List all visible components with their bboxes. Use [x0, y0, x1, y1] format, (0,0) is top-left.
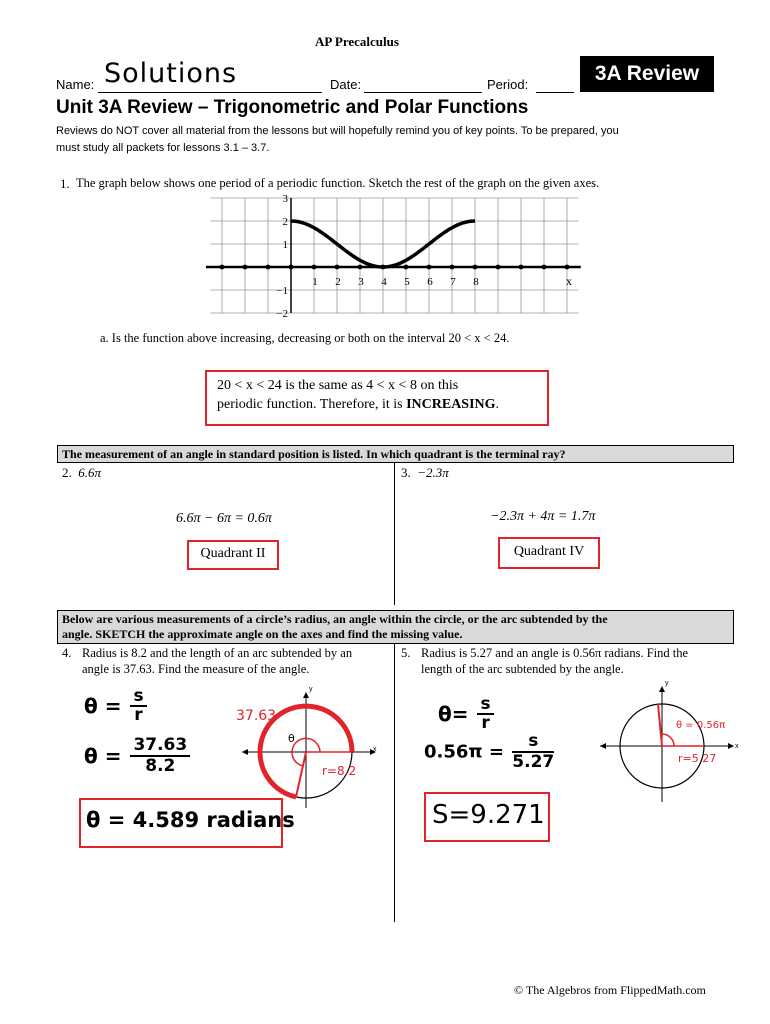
q5-substitution: [424, 732, 554, 772]
date-underline: [364, 92, 482, 93]
x-axis-dot: [473, 265, 478, 270]
x-tick-label: 5: [404, 276, 410, 288]
q5-angle-arc: [661, 734, 674, 746]
q4-formula: [84, 688, 147, 724]
q2-answer: Quadrant II: [200, 546, 266, 561]
q2-value: 6.6π: [78, 465, 102, 480]
q5-circle-sketch: [598, 676, 748, 806]
q5-text-line-2: length of the arc subtended by the angle.: [421, 662, 624, 676]
y-tick-label: −1: [276, 285, 288, 297]
y-tick-label: 2: [282, 216, 288, 228]
x-axis-dot: [542, 265, 547, 270]
x-axis-dot: [450, 265, 455, 270]
page-title: Unit 3A Review – Trigonometric and Polar Functions: [56, 97, 529, 118]
q5-x-arrow: [728, 743, 734, 749]
section3-header: [57, 610, 734, 644]
section3-divider: [394, 644, 395, 922]
q4-sub-lhs: θ =: [84, 744, 122, 768]
q4-text-line-1: Radius is 8.2 and the length of an arc subtended by an: [82, 646, 353, 660]
q1-answer-emphasis: INCREASING: [406, 397, 496, 412]
q3-number: 3.: [401, 465, 411, 480]
x-axis-dot: [565, 265, 570, 270]
q1-part-a: a. Is the function above increasing, decreasing or both on the interval 20 < x < 24.: [100, 331, 510, 345]
q5-x-axis-label: x: [735, 743, 739, 750]
q5-formula-num: s: [477, 696, 493, 715]
x-tick-label: 4: [381, 276, 387, 288]
graph-tick-labels: [276, 193, 479, 320]
x-tick-label: 2: [335, 276, 341, 288]
footer-credit: © The Algebros from FlippedMath.com: [514, 983, 706, 997]
period-underline: [536, 92, 574, 93]
q4-x-axis-label: x: [373, 746, 377, 753]
q5-formula-lhs: θ=: [438, 702, 469, 726]
q4-r-label: r=8.2: [322, 764, 357, 778]
date-label: Date:: [330, 77, 362, 92]
y-tick-label: −2: [276, 308, 288, 320]
q1-answer-period: .: [495, 397, 500, 412]
x-axis-dot: [266, 265, 271, 270]
intro-line-1: Reviews do NOT cover all material from the lessons but will hopefully remind you of key points. To be prepared, you: [56, 125, 619, 137]
x-axis-dot: [427, 265, 432, 270]
q2-work: 6.6π − 6π = 0.6π: [176, 511, 272, 526]
x-axis-dot: [220, 265, 225, 270]
q4-number: 4.: [62, 646, 72, 660]
q4-y-axis-label: y: [309, 686, 313, 693]
q3-label: [401, 465, 449, 481]
x-axis-label: x: [566, 274, 572, 288]
q1-graph: [200, 188, 590, 328]
q4-circle-sketch: [236, 682, 388, 812]
q1-number: 1.: [60, 176, 70, 191]
q3-answer: Quadrant IV: [513, 544, 585, 559]
course-title: AP Precalculus: [315, 34, 399, 49]
q5-terminal-ray: [658, 704, 662, 746]
q5-sub-num: s: [512, 732, 554, 753]
q2-number: 2.: [62, 465, 72, 480]
section2-divider: [394, 463, 395, 605]
x-axis-dot: [519, 265, 524, 270]
x-axis-dot: [404, 265, 409, 270]
q5-number: 5.: [401, 646, 411, 660]
name-value: Solutions: [104, 58, 238, 89]
x-axis-dot: [312, 265, 317, 270]
intro-line-2: must study all packets for lessons 3.1 – 3.7.: [56, 142, 270, 154]
q4-text-line-2: angle is 37.63. Find the measure of the angle.: [82, 662, 310, 676]
name-underline: [98, 92, 322, 93]
q2-label: [62, 465, 101, 481]
q5-text-line-1: Radius is 5.27 and an angle is 0.56π radians. Find the: [421, 646, 689, 660]
x-axis-dot: [335, 265, 340, 270]
q4-sub-num: 37.63: [130, 736, 190, 757]
q5-y-axis-label: y: [665, 680, 669, 687]
x-axis-dot: [289, 265, 294, 270]
x-axis-dot: [496, 265, 501, 270]
section2-header: The measurement of an angle in standard position is listed. In which quadrant is the terminal ray?: [57, 445, 734, 463]
graph-grid: [211, 198, 579, 313]
q4-x-arrow-left: [242, 749, 248, 755]
q1-answer-line-2: [217, 397, 499, 413]
period-label: Period:: [487, 77, 529, 92]
q4-formula-den: r: [134, 705, 143, 725]
x-tick-label: 3: [358, 276, 364, 288]
q3-value: −2.3π: [417, 465, 449, 480]
q3-work: −2.3π + 4π = 1.7π: [490, 509, 596, 524]
q5-angle-label: θ = 0.56π: [676, 720, 726, 731]
x-tick-label: 6: [427, 276, 433, 288]
name-label: Name:: [56, 77, 95, 92]
q1-prompt: The graph below shows one period of a periodic function. Sketch the rest of the graph on the given axes.: [76, 176, 600, 190]
q5-sub-den: 5.27: [512, 752, 555, 772]
q4-terminal-ray: [296, 752, 306, 797]
q1-answer-text: periodic function. Therefore, it is: [217, 397, 407, 412]
x-axis-dot: [358, 265, 363, 270]
q5-answer: S=9.271: [432, 800, 545, 830]
q1-answer-line-1: 20 < x < 24 is the same as 4 < x < 8 on this: [217, 378, 459, 393]
q5-formula: [438, 696, 494, 732]
q4-formula-num: s: [130, 688, 146, 707]
q5-r-label: r=5.27: [678, 752, 717, 765]
q5-x-arrow-left: [600, 743, 606, 749]
graph-axes: [206, 198, 581, 313]
section3-header-line-1: Below are various measurements of a circle’s radius, an angle within the circle, or the arc subtended by the: [62, 612, 608, 626]
review-badge: 3A Review: [580, 56, 714, 92]
y-tick-label: 3: [282, 193, 288, 205]
x-tick-label: 1: [312, 276, 318, 288]
q4-arc-label: 37.63: [236, 708, 277, 724]
x-tick-label: 8: [473, 276, 479, 288]
q5-sub-lhs: 0.56π =: [424, 741, 504, 763]
section3-header-line-2: angle. SKETCH the approximate angle on the axes and find the missing value.: [62, 627, 463, 641]
x-axis-dot: [243, 265, 248, 270]
q5-formula-den: r: [481, 713, 490, 733]
q4-substitution: [84, 736, 190, 776]
q4-sub-den: 8.2: [145, 756, 176, 776]
q4-answer: θ = 4.589 radians: [86, 808, 295, 832]
q4-theta-mark: θ: [288, 732, 295, 745]
x-tick-label: 7: [450, 276, 456, 288]
y-tick-label: 1: [282, 239, 288, 251]
q4-formula-lhs: θ =: [84, 694, 122, 718]
